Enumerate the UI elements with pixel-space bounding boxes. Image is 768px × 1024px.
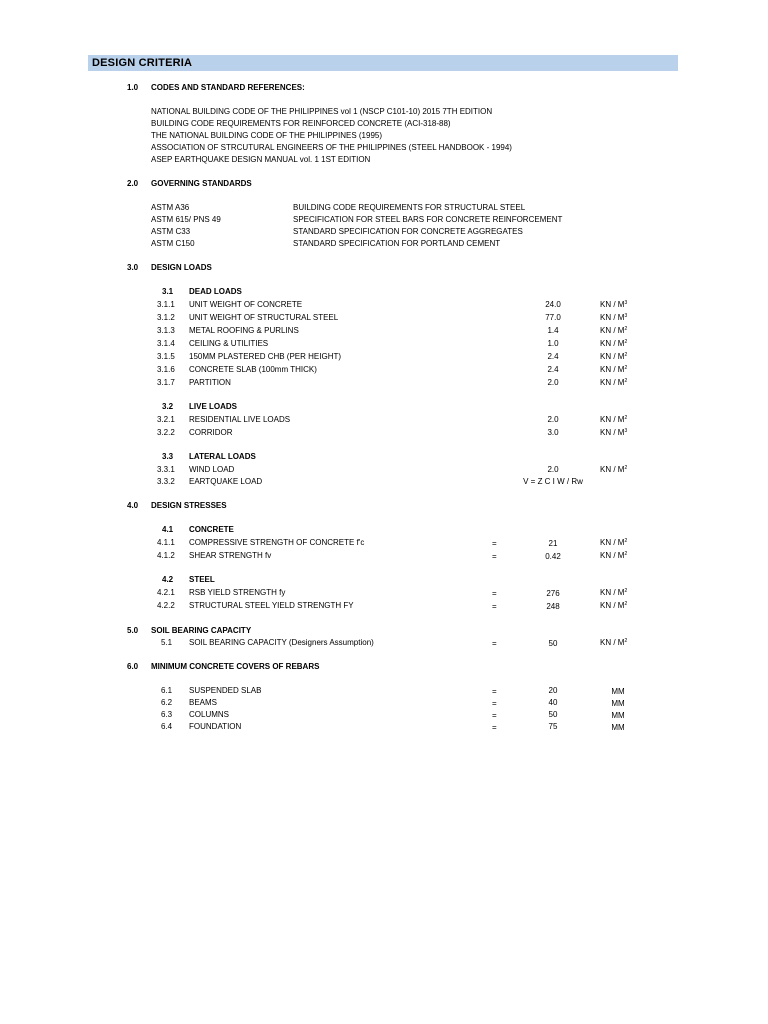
item-number: 3.3.2 [157, 477, 175, 486]
item-value: 1.0 [547, 339, 559, 348]
item-value: 2.4 [547, 365, 559, 374]
subsection-heading: CONCRETE [189, 525, 234, 534]
item-number: 6.1 [161, 686, 173, 695]
item-value: 1.4 [547, 326, 559, 335]
item-value: 75 [548, 722, 558, 731]
item-description: PARTITION [189, 378, 231, 387]
standard-code: ASTM C33 [151, 227, 191, 236]
item-description: METAL ROOFING & PURLINS [189, 326, 299, 335]
item-value: 3.0 [547, 428, 559, 437]
item-description: SUSPENDED SLAB [189, 686, 262, 695]
item-value: 50 [548, 639, 558, 648]
item-description: FOUNDATION [189, 722, 242, 731]
equals-sign: = [492, 723, 497, 732]
equals-sign: = [492, 552, 497, 561]
item-description: BEAMS [189, 698, 218, 707]
item-unit: KN / $M^2$ [600, 352, 628, 361]
item-unit: KN / $M^2$ [600, 365, 628, 374]
item-description: WIND LOAD [189, 465, 235, 474]
item-unit: KN / $M^2$ [600, 339, 628, 348]
item-description: CONCRETE SLAB (100mm THICK) [189, 365, 317, 374]
section-heading: SOIL BEARING CAPACITY [151, 626, 252, 635]
item-description: SOIL BEARING CAPACITY (Designers Assumption) [189, 638, 374, 647]
item-unit: MM [611, 699, 625, 708]
standard-code: ASTM C150 [151, 239, 195, 248]
item-number: 3.1.1 [157, 300, 175, 309]
item-number: 6.2 [161, 698, 173, 707]
item-unit: MM [611, 687, 625, 696]
item-number: 3.1.5 [157, 352, 175, 361]
item-value: 2.0 [547, 415, 559, 424]
standard-code: ASTM A36 [151, 203, 190, 212]
section-heading: GOVERNING STANDARDS [151, 179, 252, 188]
item-value: 24.0 [545, 300, 561, 309]
item-number: 3.1.7 [157, 378, 175, 387]
subsection-number: 3.3 [162, 452, 174, 461]
equals-sign: = [492, 589, 497, 598]
item-value: 50 [548, 710, 558, 719]
item-number: 4.1.1 [157, 538, 175, 547]
standard-code: ASTM 615/ PNS 49 [151, 215, 221, 224]
equals-sign: = [492, 711, 497, 720]
item-unit: MM [611, 723, 625, 732]
item-unit: KN / $M^2$ [600, 638, 628, 647]
section-heading: DESIGN LOADS [151, 263, 212, 272]
item-number: 4.2.2 [157, 601, 175, 610]
item-unit: KN / $M^3$ [600, 428, 628, 437]
item-description: STRUCTURAL STEEL YIELD STRENGTH FY [189, 601, 354, 610]
subsection-heading: LATERAL LOADS [189, 452, 256, 461]
earthquake-formula: V = Z C I W / Rw [523, 477, 583, 486]
item-number: 5.1 [161, 638, 173, 647]
item-value: 2.0 [547, 378, 559, 387]
item-number: 4.1.2 [157, 551, 175, 560]
reference-item: BUILDING CODE REQUIREMENTS FOR REINFORCED CONCRETE (ACI-318-88) [151, 119, 451, 128]
item-unit: KN / $M^3$ [600, 300, 628, 309]
section-heading: CODES AND STANDARD REFERENCES: [151, 83, 305, 92]
item-number: 4.2.1 [157, 588, 175, 597]
item-unit: MM [611, 711, 625, 720]
item-description: CEILING & UTILITIES [189, 339, 269, 348]
item-unit: KN / $M^2$ [600, 465, 628, 474]
standard-description: STANDARD SPECIFICATION FOR PORTLAND CEMENT [293, 239, 501, 248]
item-number: 3.2.2 [157, 428, 175, 437]
item-value: 20 [548, 686, 558, 695]
item-value: 2.0 [547, 465, 559, 474]
section-heading: DESIGN STRESSES [151, 501, 227, 510]
item-description: 150MM PLASTERED CHB (PER HEIGHT) [189, 352, 342, 361]
page-title: DESIGN CRITERIA [88, 55, 678, 71]
item-number: 3.1.4 [157, 339, 175, 348]
item-number: 3.1.3 [157, 326, 175, 335]
item-number: 3.2.1 [157, 415, 175, 424]
section-number: 3.0 [127, 263, 139, 272]
subsection-number: 4.1 [162, 525, 174, 534]
section-number: 4.0 [127, 501, 139, 510]
item-description: CORRIDOR [189, 428, 233, 437]
item-description: UNIT WEIGHT OF STRUCTURAL STEEL [189, 313, 339, 322]
reference-item: ASSOCIATION OF STRCUTURAL ENGINEERS OF THE PHILIPPINES (STEEL HANDBOOK - 1994) [151, 143, 512, 152]
item-value: 0.42 [545, 552, 561, 561]
item-value: 2.4 [547, 352, 559, 361]
section-number: 6.0 [127, 662, 139, 671]
subsection-heading: DEAD LOADS [189, 287, 242, 296]
equals-sign: = [492, 539, 497, 548]
equals-sign: = [492, 602, 497, 611]
section-number: 1.0 [127, 83, 139, 92]
section-number: 2.0 [127, 179, 139, 188]
item-unit: KN / $M^2$ [600, 601, 628, 610]
standard-description: BUILDING CODE REQUIREMENTS FOR STRUCTURAL STEEL [293, 203, 526, 212]
item-description: EARTQUAKE LOAD [189, 477, 263, 486]
reference-item: THE NATIONAL BUILDING CODE OF THE PHILIPPINES (1995) [151, 131, 383, 140]
item-value: 276 [546, 589, 560, 598]
item-value: 21 [548, 539, 558, 548]
item-description: RESIDENTIAL LIVE LOADS [189, 415, 291, 424]
item-unit: KN / $M^2$ [600, 551, 628, 560]
item-number: 3.3.1 [157, 465, 175, 474]
item-description: SHEAR STRENGTH fv [189, 551, 272, 560]
equals-sign: = [492, 639, 497, 648]
item-description: COMPRESSIVE STRENGTH OF CONCRETE f'c [189, 538, 365, 547]
equals-sign: = [492, 699, 497, 708]
item-value: 77.0 [545, 313, 561, 322]
item-number: 3.1.6 [157, 365, 175, 374]
item-unit: KN / $M^2$ [600, 588, 628, 597]
standard-description: STANDARD SPECIFICATION FOR CONCRETE AGGREGATES [293, 227, 523, 236]
item-description: UNIT WEIGHT OF CONCRETE [189, 300, 303, 309]
item-unit: KN / $M^2$ [600, 538, 628, 547]
item-unit: KN / $M^2$ [600, 378, 628, 387]
subsection-heading: LIVE LOADS [189, 402, 238, 411]
equals-sign: = [492, 687, 497, 696]
subsection-heading: STEEL [189, 575, 215, 584]
subsection-number: 4.2 [162, 575, 174, 584]
standard-description: SPECIFICATION FOR STEEL BARS FOR CONCRETE REINFORCEMENT [293, 215, 563, 224]
item-value: 40 [548, 698, 558, 707]
section-number: 5.0 [127, 626, 139, 635]
subsection-number: 3.2 [162, 402, 174, 411]
reference-item: ASEP EARTHQUAKE DESIGN MANUAL vol. 1 1ST EDITION [151, 155, 371, 164]
section-heading: MINIMUM CONCRETE COVERS OF REBARS [151, 662, 320, 671]
item-description: RSB YIELD STRENGTH fy [189, 588, 286, 597]
item-number: 6.4 [161, 722, 173, 731]
item-value: 248 [546, 602, 560, 611]
item-number: 6.3 [161, 710, 173, 719]
item-unit: KN / $M^3$ [600, 313, 628, 322]
item-description: COLUMNS [189, 710, 230, 719]
item-unit: KN / $M^2$ [600, 326, 628, 335]
item-number: 3.1.2 [157, 313, 175, 322]
subsection-number: 3.1 [162, 287, 174, 296]
reference-item: NATIONAL BUILDING CODE OF THE PHILIPPINES vol 1 (NSCP C101-10) 2015 7TH EDITION [151, 107, 493, 116]
item-unit: KN / $M^2$ [600, 415, 628, 424]
